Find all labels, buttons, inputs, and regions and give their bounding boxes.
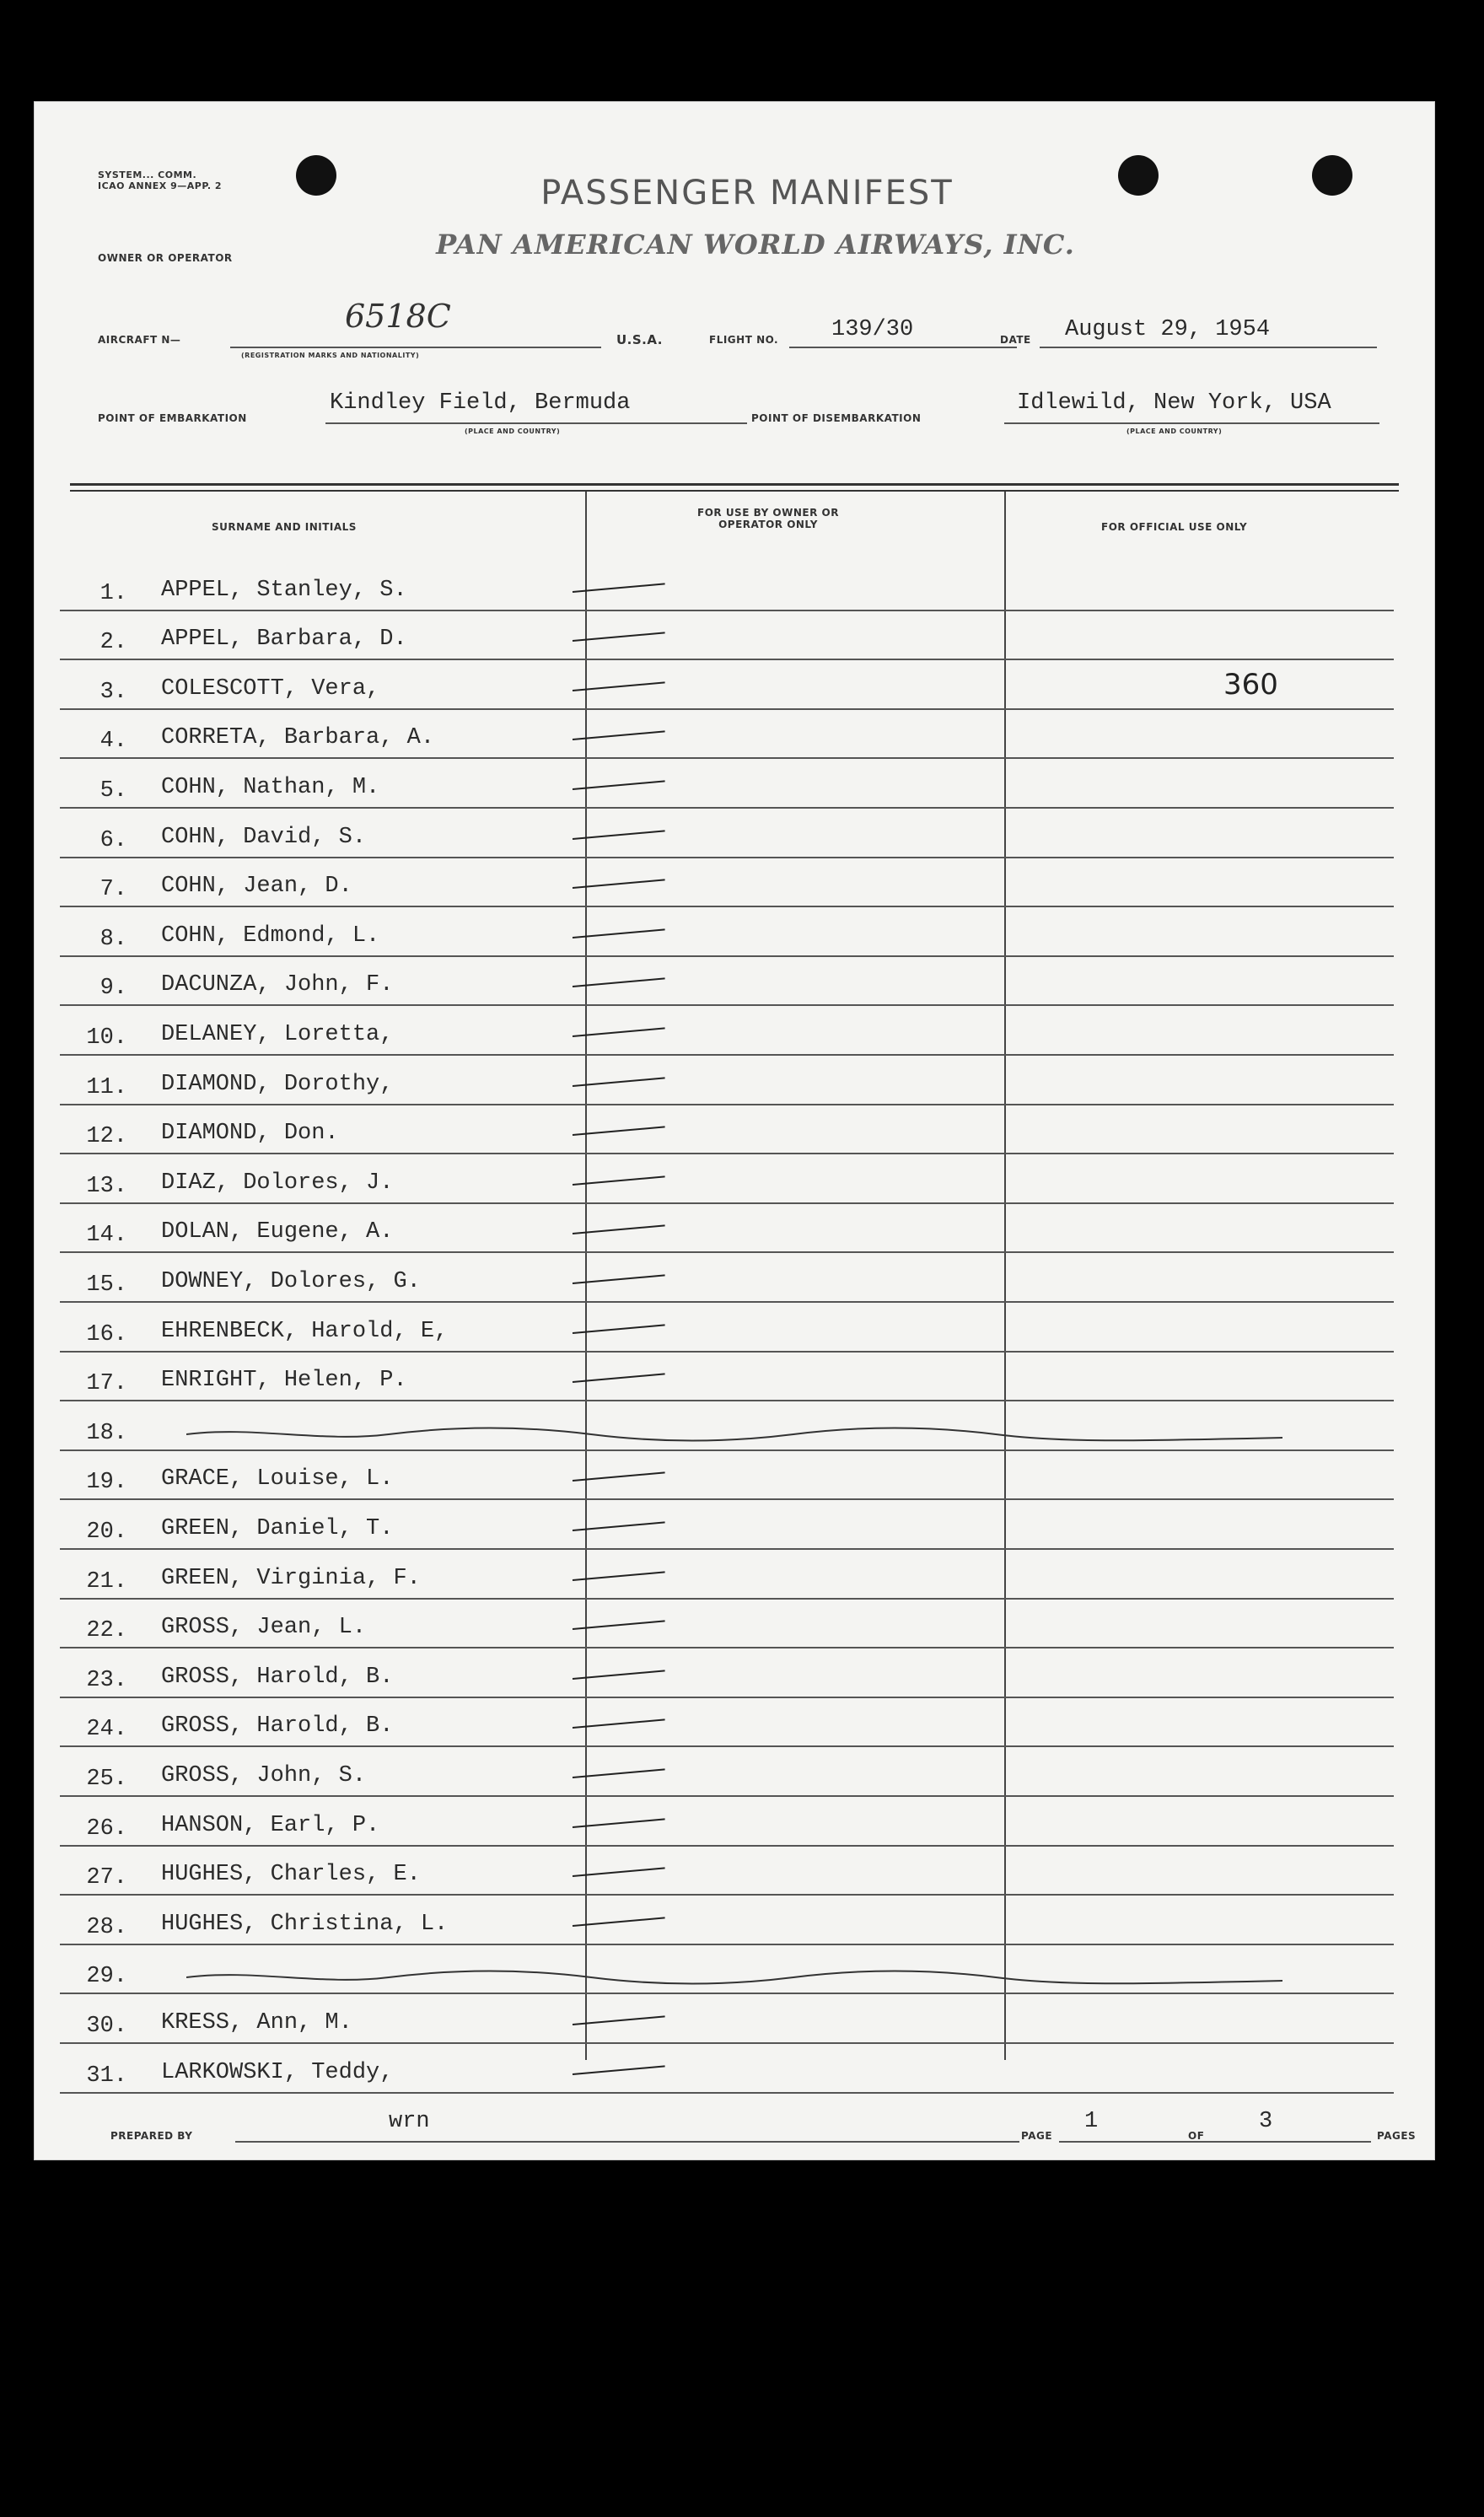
passenger-name: CORRETA, Barbara, A.	[161, 725, 435, 751]
date-value: August 29, 1954	[1065, 317, 1271, 342]
table-row	[60, 907, 1394, 957]
owner-label: OWNER OR OPERATOR	[98, 252, 233, 264]
strike-through-line	[186, 1969, 1282, 1986]
table-row	[60, 1600, 1394, 1649]
table-row	[60, 809, 1394, 858]
row-number: 5.	[99, 777, 127, 804]
row-number: 11.	[86, 1074, 127, 1100]
table-top-rule	[70, 483, 1399, 486]
manifest-page	[34, 101, 1435, 2160]
col-owner-header: FOR USE BY OWNER OR OPERATOR ONLY	[697, 507, 839, 530]
passenger-name: ENRIGHT, Helen, P.	[161, 1368, 407, 1394]
table-row	[60, 1847, 1394, 1896]
row-number: 29.	[86, 1964, 127, 1990]
row-number: 18.	[86, 1420, 127, 1446]
table-row	[60, 611, 1394, 661]
embark-caption: (PLACE AND COUNTRY)	[465, 428, 561, 435]
embark-label: POINT OF EMBARKATION	[98, 412, 247, 424]
embark-value: Kindley Field, Bermuda	[330, 390, 631, 416]
row-number: 9.	[99, 976, 127, 1002]
passenger-name: APPEL, Stanley, S.	[161, 577, 407, 603]
check-mark	[573, 1917, 665, 1927]
check-mark	[573, 2065, 665, 2075]
check-mark	[573, 1225, 665, 1235]
table-row	[60, 710, 1394, 760]
table-row	[60, 660, 1394, 710]
check-mark	[573, 1324, 665, 1334]
prepared-line	[235, 2141, 1019, 2143]
table-row	[60, 1896, 1394, 1945]
date-label: DATE	[1000, 334, 1031, 346]
row-number: 27.	[86, 1865, 127, 1891]
form-reference: SYSTEM... COMM. ICAO ANNEX 9—APP. 2	[98, 169, 223, 191]
pages-label: PAGES	[1377, 2130, 1417, 2142]
prepared-label: PREPARED BY	[110, 2130, 193, 2142]
passenger-name: DOWNEY, Dolores, G.	[161, 1268, 421, 1294]
row-number: 31.	[86, 2063, 127, 2089]
disembark-label: POINT OF DISEMBARKATION	[751, 412, 922, 424]
check-mark	[573, 1571, 665, 1581]
owner-value: PAN AMERICAN WORLD AIRWAYS, INC.	[436, 229, 1075, 261]
embark-line	[325, 422, 747, 424]
aircraft-label: AIRCRAFT N—	[98, 334, 181, 346]
row-number: 24.	[86, 1717, 127, 1743]
punch-hole	[1118, 155, 1159, 196]
row-number: 28.	[86, 1914, 127, 1940]
check-mark	[573, 1868, 665, 1878]
passenger-name: COHN, David, S.	[161, 824, 367, 850]
punch-hole	[296, 155, 336, 196]
table-row	[60, 1253, 1394, 1303]
table-row	[60, 1451, 1394, 1501]
row-number: 16.	[86, 1321, 127, 1347]
row-number: 14.	[86, 1223, 127, 1249]
row-number: 19.	[86, 1470, 127, 1496]
check-mark	[573, 1175, 665, 1186]
table-row	[60, 562, 1394, 611]
table-row	[60, 1056, 1394, 1105]
check-mark	[573, 1127, 665, 1137]
table-row	[60, 1154, 1394, 1204]
flight-line	[789, 347, 1017, 348]
table-row	[60, 1006, 1394, 1056]
check-mark	[573, 780, 665, 790]
row-number: 2.	[99, 630, 127, 656]
row-number: 4.	[99, 729, 127, 755]
row-number: 7.	[99, 877, 127, 903]
row-number: 15.	[86, 1272, 127, 1298]
passenger-name: COHN, Edmond, L.	[161, 922, 380, 949]
table-row	[60, 957, 1394, 1007]
passenger-name: DIAMOND, Don.	[161, 1121, 339, 1147]
passenger-name: DIAMOND, Dorothy,	[161, 1071, 394, 1097]
table-row	[60, 1945, 1394, 1995]
check-mark	[573, 928, 665, 938]
passenger-name: COLESCOTT, Vera,	[161, 675, 380, 702]
check-mark	[573, 978, 665, 988]
check-mark	[573, 1719, 665, 1729]
row-number: 25.	[86, 1766, 127, 1792]
passenger-name: HANSON, Earl, P.	[161, 1812, 380, 1838]
table-row	[60, 759, 1394, 809]
row-number: 13.	[86, 1173, 127, 1199]
page-value: 1	[1084, 2109, 1099, 2134]
check-mark	[573, 879, 665, 890]
disembark-line	[1004, 422, 1379, 424]
table-row	[60, 1797, 1394, 1847]
passenger-name: GREEN, Virginia, F.	[161, 1565, 421, 1591]
punch-hole	[1312, 155, 1352, 196]
check-mark	[573, 2015, 665, 2025]
row-number: 21.	[86, 1568, 127, 1595]
passenger-name: DOLAN, Eugene, A.	[161, 1219, 394, 1245]
table-row	[60, 1401, 1394, 1451]
check-mark	[573, 1472, 665, 1482]
table-row	[60, 858, 1394, 908]
row-number: 17.	[86, 1371, 127, 1397]
row-number: 10.	[86, 1025, 127, 1051]
disembark-value: Idlewild, New York, USA	[1017, 390, 1331, 416]
of-line	[1211, 2141, 1371, 2143]
passenger-name: KRESS, Ann, M.	[161, 2009, 352, 2036]
passenger-name: GROSS, Harold, B.	[161, 1664, 394, 1690]
page-title: PASSENGER MANIFEST	[540, 174, 954, 212]
check-mark	[573, 583, 665, 593]
flight-label: FLIGHT NO.	[709, 334, 779, 346]
row-rule	[60, 2092, 1394, 2094]
row-number: 3.	[99, 679, 127, 705]
row-number: 8.	[99, 926, 127, 952]
row-number: 26.	[86, 1815, 127, 1842]
page-label: PAGE	[1021, 2130, 1053, 2142]
table-row	[60, 1648, 1394, 1698]
table-row	[60, 1747, 1394, 1797]
passenger-name: GROSS, Jean, L.	[161, 1615, 367, 1641]
passenger-name: EHRENBECK, Harold, E,	[161, 1318, 449, 1344]
aircraft-line	[230, 347, 601, 348]
check-mark	[573, 1818, 665, 1828]
check-mark	[573, 731, 665, 741]
passenger-name: HUGHES, Christina, L.	[161, 1911, 449, 1937]
flight-value: 139/30	[831, 317, 914, 342]
aircraft-value: 6518C	[345, 298, 451, 335]
official-note: 360	[1223, 667, 1278, 702]
row-number: 30.	[86, 2013, 127, 2039]
passenger-name: GROSS, Harold, B.	[161, 1713, 394, 1740]
table-row	[60, 1500, 1394, 1550]
passenger-name: GRACE, Louise, L.	[161, 1466, 394, 1492]
table-row	[60, 1698, 1394, 1748]
check-mark	[573, 1274, 665, 1284]
passenger-name: DELANEY, Loretta,	[161, 1021, 394, 1047]
check-mark	[573, 632, 665, 643]
check-mark	[573, 1521, 665, 1531]
check-mark	[573, 1670, 665, 1680]
passenger-name: APPEL, Barbara, D.	[161, 627, 407, 653]
table-row	[60, 2044, 1394, 2094]
passenger-name: DIAZ, Dolores, J.	[161, 1170, 394, 1196]
usa-label: U.S.A.	[616, 332, 663, 347]
row-number: 6.	[99, 827, 127, 853]
row-number: 23.	[86, 1667, 127, 1693]
check-mark	[573, 681, 665, 691]
row-number: 22.	[86, 1618, 127, 1644]
check-mark	[573, 1027, 665, 1037]
check-mark	[573, 1374, 665, 1384]
table-row	[60, 1303, 1394, 1353]
passenger-name: COHN, Jean, D.	[161, 874, 352, 900]
passenger-name: HUGHES, Charles, E.	[161, 1862, 421, 1888]
check-mark	[573, 1768, 665, 1778]
check-mark	[573, 830, 665, 840]
passenger-name: GREEN, Daniel, T.	[161, 1515, 394, 1541]
prepared-value: wrn	[389, 2109, 430, 2134]
table-row	[60, 1105, 1394, 1155]
of-label: OF	[1188, 2130, 1205, 2142]
row-number: 20.	[86, 1519, 127, 1545]
aircraft-caption: (REGISTRATION MARKS AND NATIONALITY)	[241, 352, 420, 359]
passenger-name: DACUNZA, John, F.	[161, 972, 394, 998]
of-value: 3	[1259, 2109, 1273, 2134]
strike-through-line	[186, 1426, 1282, 1443]
check-mark	[573, 1621, 665, 1631]
col-surname-header: SURNAME AND INITIALS	[212, 521, 357, 533]
check-mark	[573, 1077, 665, 1087]
passenger-name: GROSS, John, S.	[161, 1762, 367, 1788]
disembark-caption: (PLACE AND COUNTRY)	[1126, 428, 1223, 435]
row-number: 1.	[99, 580, 127, 606]
table-row	[60, 1353, 1394, 1402]
table-row	[60, 1994, 1394, 2044]
table-top-rule-2	[70, 490, 1399, 492]
passenger-name: LARKOWSKI, Teddy,	[161, 2059, 394, 2085]
passenger-name: COHN, Nathan, M.	[161, 774, 380, 800]
date-line	[1040, 347, 1377, 348]
col-official-header: FOR OFFICIAL USE ONLY	[1101, 521, 1248, 533]
table-row	[60, 1204, 1394, 1254]
table-row	[60, 1550, 1394, 1600]
row-number: 12.	[86, 1124, 127, 1150]
